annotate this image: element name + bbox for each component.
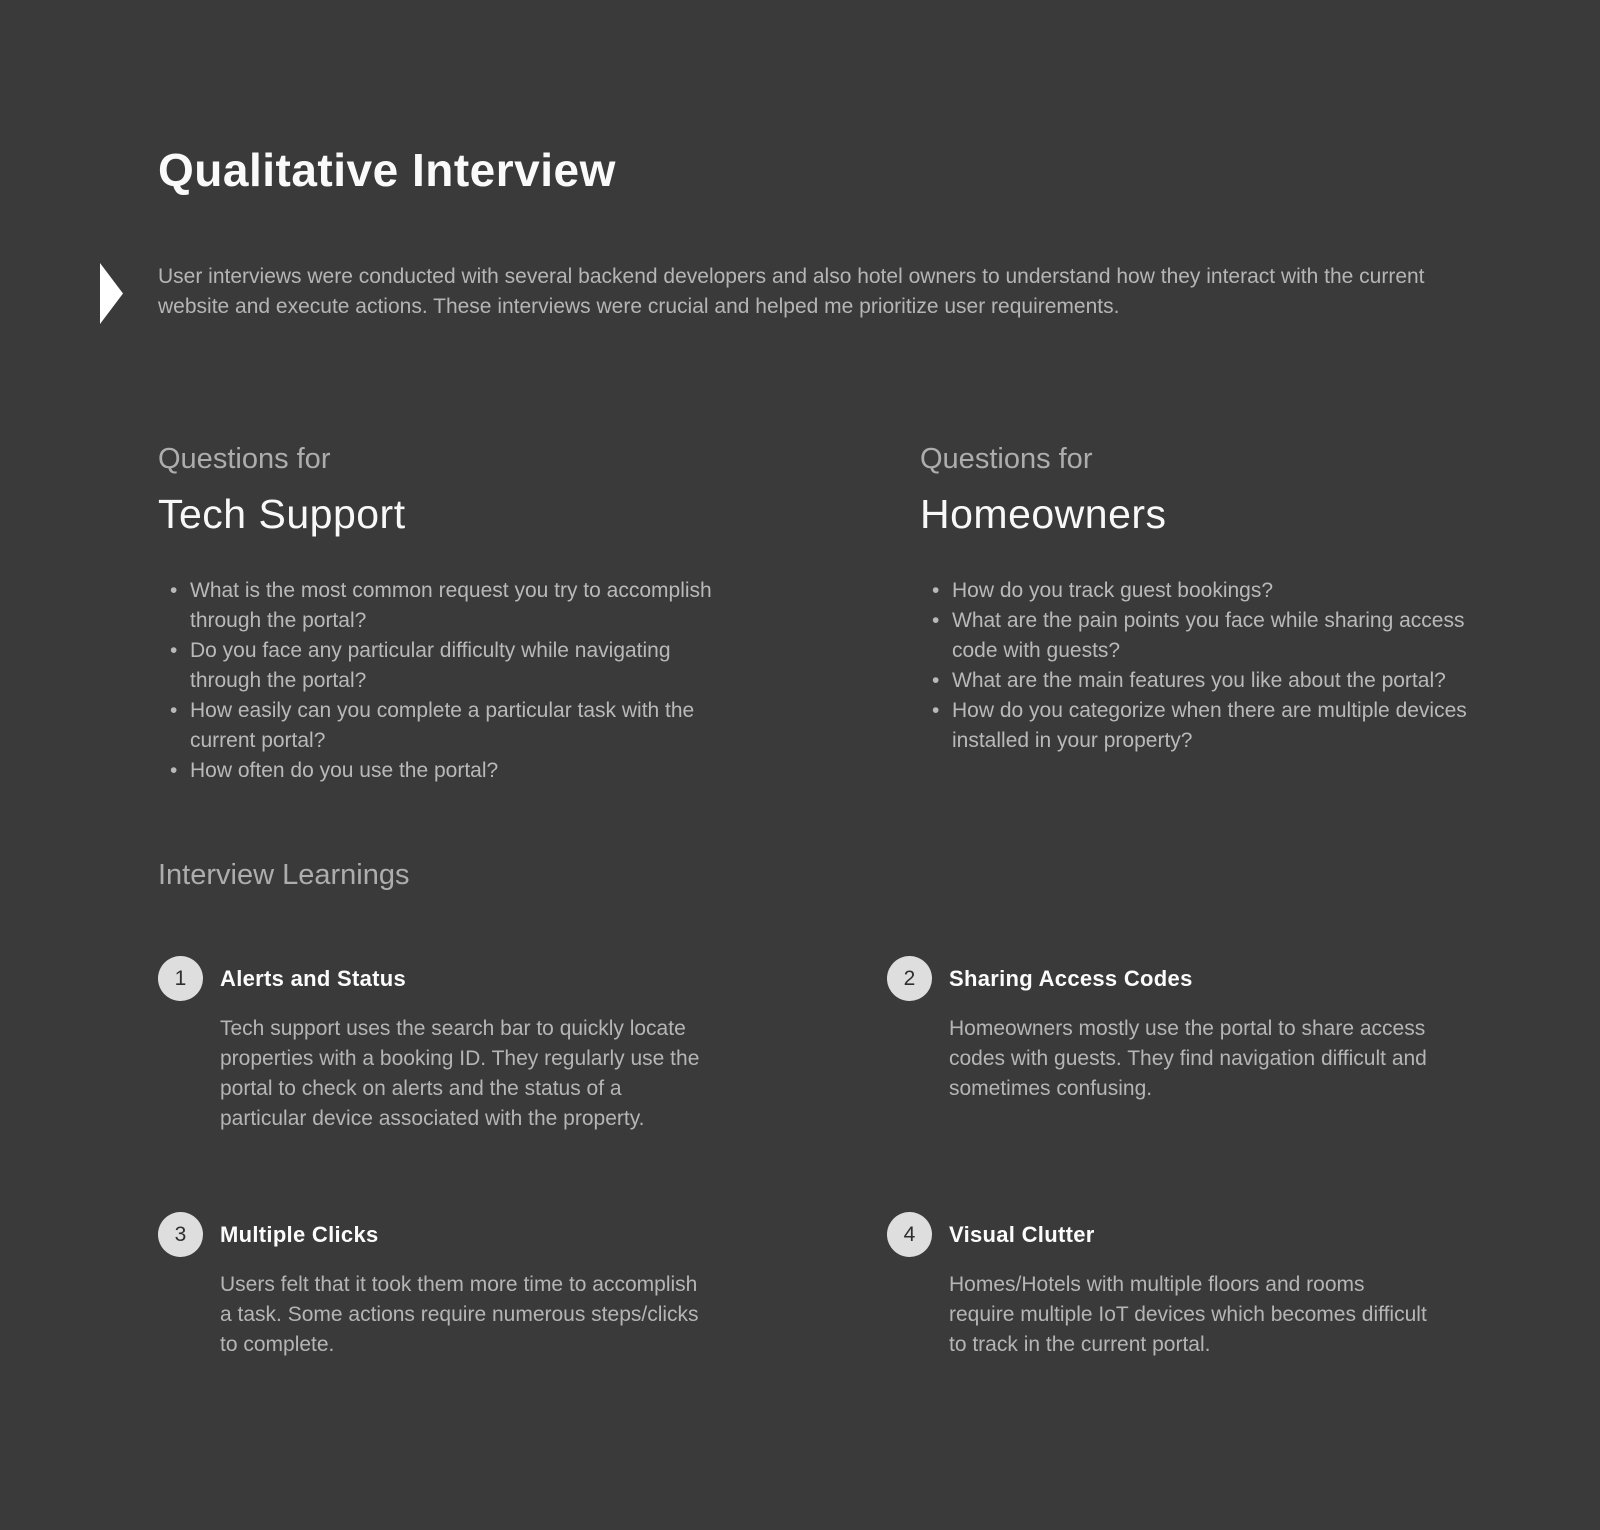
learning-item-visual-clutter <box>887 1212 1447 1360</box>
learning-number-badge: 3 <box>158 1212 203 1257</box>
question-item: • What are the pain points you face while sharing access code with guests? <box>920 606 1480 666</box>
learning-number-badge: 4 <box>887 1212 932 1257</box>
learning-item-alerts-and-status <box>158 956 718 1134</box>
learnings-section <box>158 956 1460 1360</box>
question-item: • Do you face any particular difficulty while navigating through the portal? <box>158 636 718 696</box>
intro-section <box>158 262 1460 322</box>
learning-title: Multiple Clicks <box>220 1222 379 1247</box>
learning-body: Tech support uses the search bar to quickly locate properties with a booking ID. They regularly use the portal to check on alerts and the status of a particular device associated with the property. <box>220 1017 700 1130</box>
learning-content <box>949 1212 1429 1360</box>
intro-text: User interviews were conducted with several backend developers and also hotel owners to understand how they interact with the current website and execute actions. These interviews were crucial and helped me prioritize user requirements. <box>158 265 1425 318</box>
learning-body: Homeowners mostly use the portal to share access codes with guests. They find navigation difficult and sometimes confusing. <box>949 1017 1427 1100</box>
question-item: • How do you categorize when there are multiple devices installed in your property? <box>920 696 1480 756</box>
questions-column-tech-support <box>158 440 718 786</box>
questions-eyebrow: Questions for <box>920 443 1093 475</box>
learning-content <box>220 1212 700 1360</box>
questions-eyebrow: Questions for <box>158 443 331 475</box>
learning-item-sharing-access-codes <box>887 956 1447 1134</box>
learning-body: Homes/Hotels with multiple floors and rooms require multiple IoT devices which becomes difficult to track in the current portal. <box>949 1273 1427 1356</box>
learning-content <box>220 956 700 1134</box>
learning-content <box>949 956 1429 1104</box>
learning-title: Sharing Access Codes <box>949 966 1193 991</box>
learning-item-multiple-clicks <box>158 1212 718 1360</box>
audience-heading-homeowners: Homeowners <box>920 491 1167 537</box>
question-list-homeowners <box>920 576 1480 756</box>
question-item: • What are the main features you like about the portal? <box>920 666 1480 696</box>
question-list-tech-support <box>158 576 718 786</box>
learning-title: Visual Clutter <box>949 1222 1095 1247</box>
learning-number-badge: 2 <box>887 956 932 1001</box>
question-item: • How often do you use the portal? <box>158 756 718 786</box>
right-arrow-icon <box>100 263 123 324</box>
learning-title: Alerts and Status <box>220 966 407 991</box>
questions-section <box>158 440 1467 786</box>
question-item: • How easily can you complete a particular task with the current portal? <box>158 696 718 756</box>
learning-number-badge: 1 <box>158 956 203 1001</box>
question-item: • What is the most common request you try to accomplish through the portal? <box>158 576 718 636</box>
question-item: • How do you track guest bookings? <box>920 576 1480 606</box>
audience-heading-tech-support: Tech Support <box>158 491 406 537</box>
learnings-heading: Interview Learnings <box>158 859 410 891</box>
page-title: Qualitative Interview <box>158 144 616 196</box>
questions-column-homeowners <box>920 440 1480 786</box>
learning-body: Users felt that it took them more time to accomplish a task. Some actions require numerous steps/clicks to complete. <box>220 1273 699 1356</box>
